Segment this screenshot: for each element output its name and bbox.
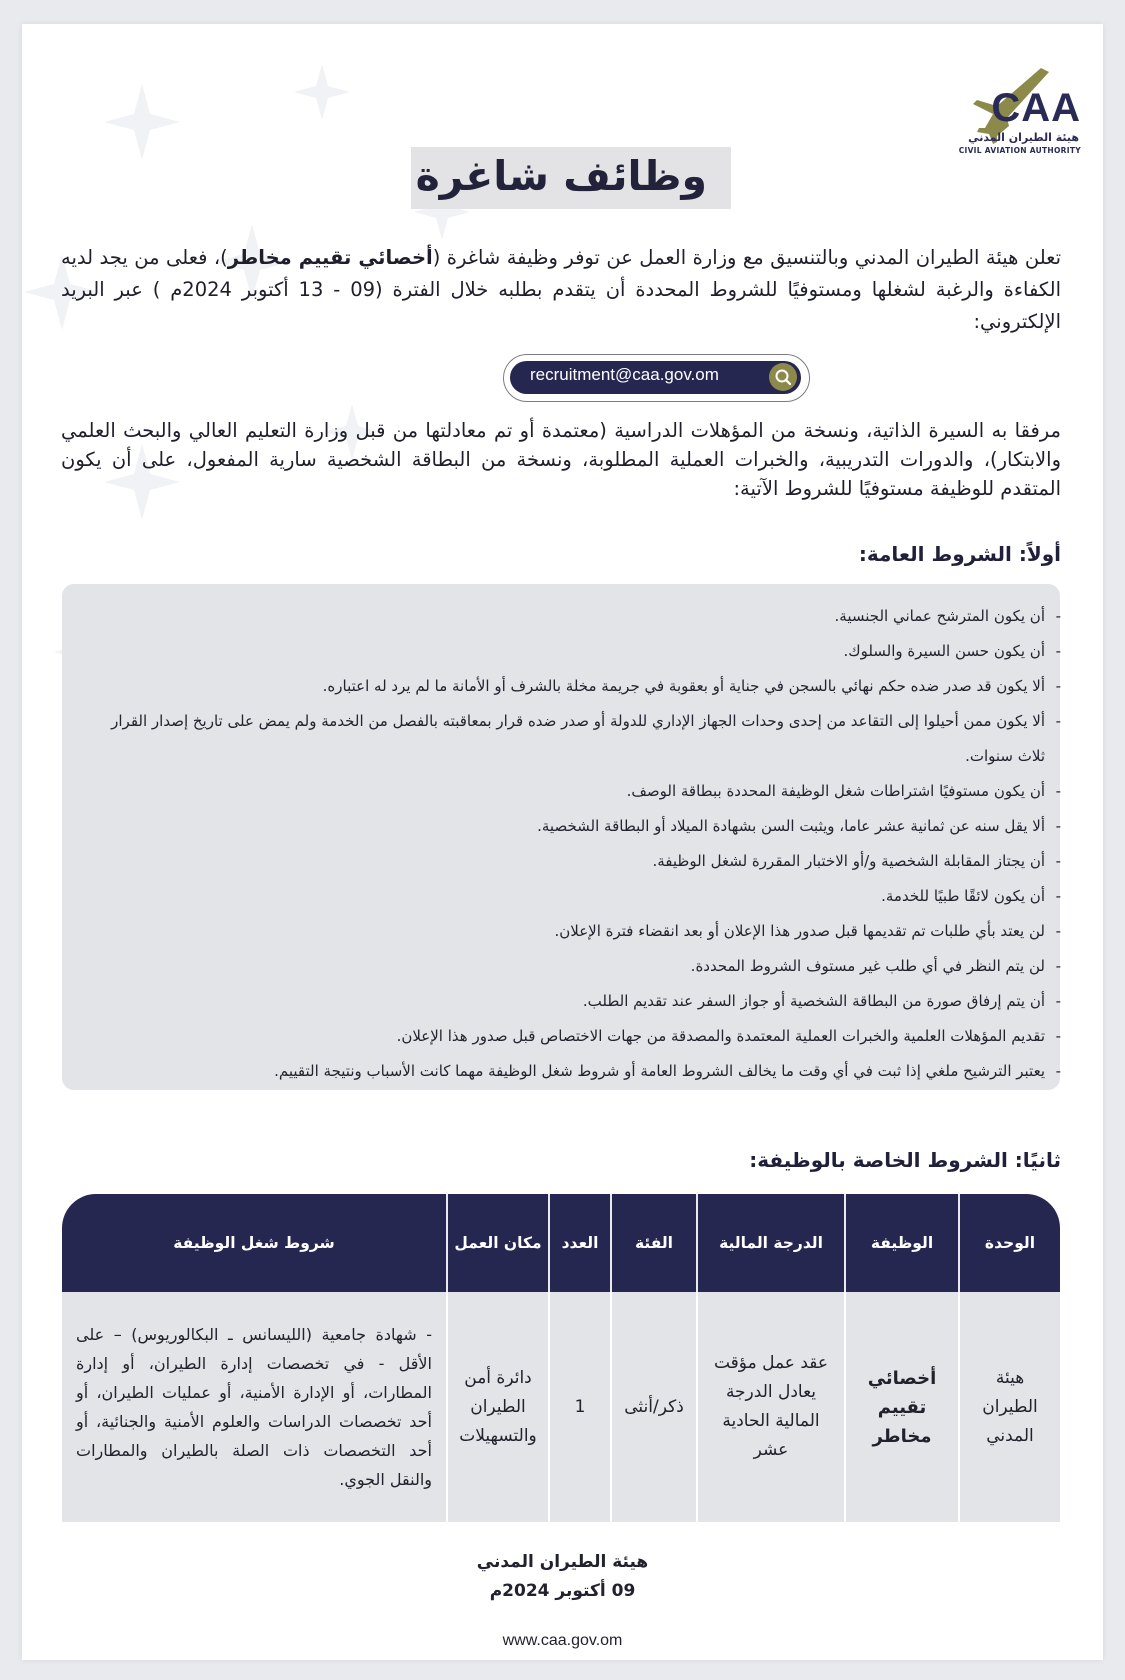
list-item: - أن يكون المترشح عماني الجنسية. <box>85 599 1045 634</box>
intro-text-1: تعلن هيئة الطيران المدني وبالتنسيق مع وزارة العمل عن توفر وظيفة شاغرة ( <box>432 246 1062 269</box>
search-icon <box>769 363 797 391</box>
column-location: مكان العمل <box>446 1194 548 1292</box>
job-title-highlight: أخصائي تقييم مخاطر <box>227 246 433 269</box>
column-job: الوظيفة <box>844 1194 958 1292</box>
table-row <box>62 1292 1060 1522</box>
column-unit: الوحدة <box>958 1194 1060 1292</box>
intro-text-2: )، فعلى من يجد لديه الكفاءة والرغبة لشغلها ومستوفيًا للشروط المحددة أن يتقدم بطلبه خلال الفترة (09 - 13 أكتوبر 2024م ) عبر البريد الإلكتروني: <box>61 246 1061 333</box>
general-conditions-heading: أولاً: الشروط العامة: <box>858 542 1061 566</box>
list-item: - ألا يكون قد صدر ضده حكم نهائي بالسجن في جناية أو بعقوبة في جريمة مخلة بالشرف أو الأمانة ما لم يرد له اعتباره. <box>85 669 1045 704</box>
email-link[interactable]: recruitment@caa.gov.om <box>530 365 719 384</box>
logo-arabic-name: هيئة الطيران المدني <box>968 131 1079 144</box>
column-requirements: شروط شغل الوظيفة <box>62 1194 446 1292</box>
general-conditions-list <box>85 599 1045 1089</box>
cell-grade: عقد عمل مؤقت يعادل الدرجة المالية الحادية عشر <box>696 1292 844 1522</box>
list-item: - يعتبر الترشيح ملغي إذا ثبت في أي وقت ما يخالف الشروط العامة أو شروط شغل الوظيفة مهما كانت الأسباب ونتيجة التقييم. <box>85 1054 1045 1089</box>
cell-category: ذكر/أنثى <box>610 1292 696 1522</box>
list-item: - ألا يكون ممن أحيلوا إلى التقاعد من إحدى وحدات الجهاز الإداري للدولة أو صدر ضده قرار بمعاقبته بالفصل من الخدمة ولم يمض على تاريخ إصدار القرار ثلاث سنوات. <box>85 704 1045 774</box>
page-title: وظائف شاغرة <box>415 152 707 200</box>
list-item: - أن يتم إرفاق صورة من البطاقة الشخصية أو جواز السفر عند تقديم الطلب. <box>85 984 1045 1019</box>
cell-job: أخصائي تقييم مخاطر <box>844 1292 958 1522</box>
table-header-row <box>62 1194 1060 1292</box>
list-item: - لن يعتد بأي طلبات تم تقديمها قبل صدور هذا الإعلان أو بعد انقضاء فترة الإعلان. <box>85 914 1045 949</box>
column-category: الفئة <box>610 1194 696 1292</box>
announcement-page <box>22 24 1103 1660</box>
special-conditions-heading: ثانيًا: الشروط الخاصة بالوظيفة: <box>749 1148 1061 1172</box>
cell-unit: هيئة الطيران المدني <box>958 1292 1060 1522</box>
list-item: - أن يكون لائقًا طبيًا للخدمة. <box>85 879 1045 914</box>
list-item: - لن يتم النظر في أي طلب غير مستوف الشروط المحددة. <box>85 949 1045 984</box>
logo-wordmark: CAA <box>991 86 1081 130</box>
footer-website-link[interactable]: www.caa.gov.om <box>502 1632 623 1649</box>
column-count: العدد <box>548 1194 610 1292</box>
intro-paragraph <box>61 242 1061 338</box>
cell-count: 1 <box>548 1292 610 1522</box>
logo-english-name: CIVIL AVIATION AUTHORITY <box>958 146 1081 155</box>
attachments-paragraph: مرفقا به السيرة الذاتية، ونسخة من المؤهلات الدراسية (معتمدة أو تم معادلتها من قبل وزارة التعليم العالي والبحث العلمي والابتكار)، والدورات التدريبية، والخبرات العملية المطلوبة، ونسخة من البطاقة الشخصية سارية المفعول، على أن يكون المتقدم للوظيفة مستوفيًا للشروط الآتية: <box>61 419 1061 500</box>
cell-requirements: - شهادة جامعية (الليسانس ـ البكالوريوس) – على الأقل - في تخصصات إدارة الطيران، أو إدارة المطارات، أو الإدارة الأمنية، أو عمليات الطيران، أو أحد تخصصات الدراسات والعلوم الأمنية والجنائية، أو أحد التخصصات ذات الصلة بالطيران والمطارات والنقل الجوي. <box>62 1292 446 1522</box>
list-item: - أن يكون حسن السيرة والسلوك. <box>85 634 1045 669</box>
cell-location: دائرة أمن الطيران والتسهيلات <box>446 1292 548 1522</box>
footer-organization: هيئة الطيران المدني <box>476 1552 649 1572</box>
footer-date: 09 أكتوبر 2024م <box>489 1581 636 1601</box>
list-item: - تقديم المؤهلات العلمية والخبرات العملية المعتمدة والمصدقة من جهات الاختصاص قبل صدور هذا الإعلان. <box>85 1019 1045 1054</box>
list-item: - أن يجتاز المقابلة الشخصية و/أو الاختبار المقررة لشغل الوظيفة. <box>85 844 1045 879</box>
list-item: - أن يكون مستوفيًا اشتراطات شغل الوظيفة المحددة ببطاقة الوصف. <box>85 774 1045 809</box>
job-conditions-table <box>62 1194 1060 1522</box>
column-grade: الدرجة المالية <box>696 1194 844 1292</box>
list-item: - ألا يقل سنه عن ثمانية عشر عاما، ويثبت السن بشهادة الميلاد أو البطاقة الشخصية. <box>85 809 1045 844</box>
